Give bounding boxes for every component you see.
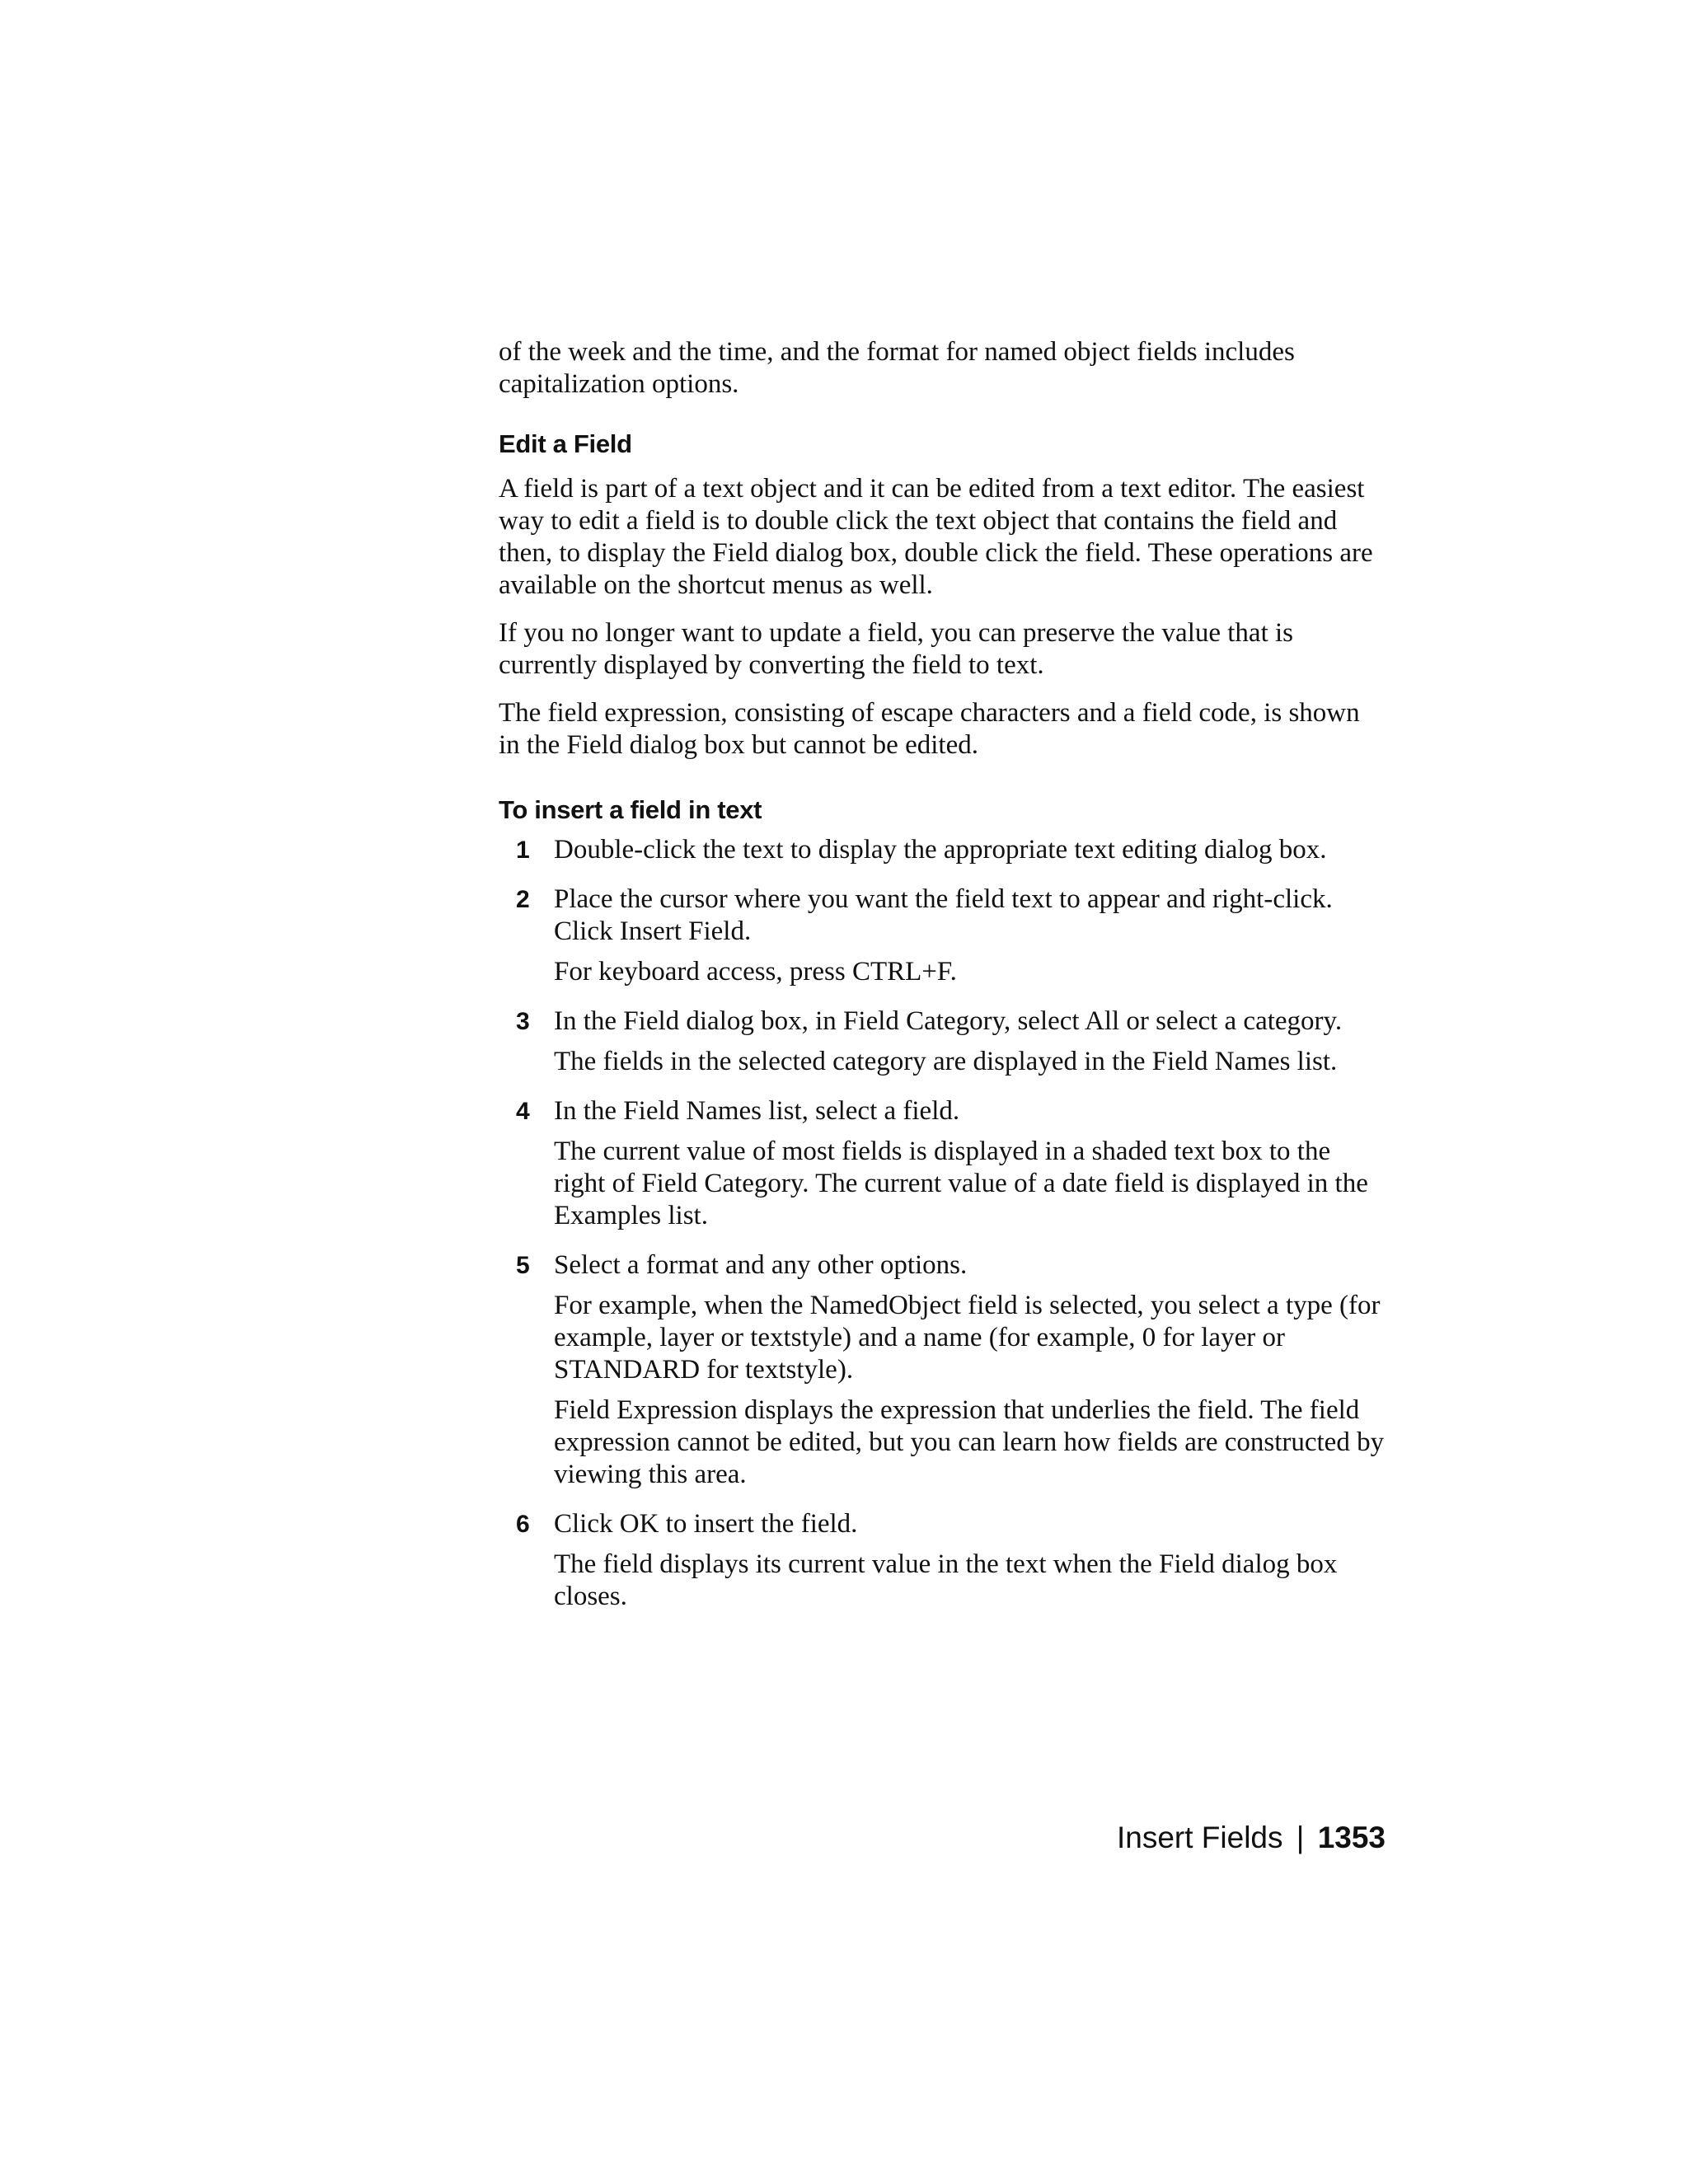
step-note: For example, when the NamedObject field is selected, you select a type (for example, layer or textstyle) and a name (for example, 0 for layer or STANDARD for textstyle). xyxy=(554,1291,1381,1385)
procedure-heading: To insert a field in text xyxy=(499,795,762,824)
step-note: Field Expression displays the expression that underlies the field. The field expression cannot be edited, but you can learn how fields are constructed by viewing this area. xyxy=(554,1395,1385,1489)
step-note: The current value of most fields is displayed in a shaded text box to the right of Field Category. The current value of a date field is displayed in the Examples list. xyxy=(554,1137,1368,1230)
step-note: The fields in the selected category are displayed in the Field Names list. xyxy=(554,1047,1338,1076)
step-number: 4 xyxy=(516,1098,530,1125)
step-1 xyxy=(499,834,1385,866)
step-note: For keyboard access, press CTRL+F. xyxy=(554,957,957,987)
step-note: The field displays its current value in the text when the Field dialog box closes. xyxy=(554,1549,1338,1611)
step-text: In the Field Names list, select a field. xyxy=(554,1096,960,1126)
step-number: 2 xyxy=(516,886,530,913)
step-text: Select a format and any other options. xyxy=(554,1250,968,1280)
step-text: In the Field dialog box, in Field Category, select All or select a category. xyxy=(554,1006,1343,1036)
step-5 xyxy=(499,1249,1385,1491)
edit-field-heading: Edit a Field xyxy=(499,429,632,458)
step-6 xyxy=(499,1508,1385,1613)
step-text: Double-click the text to display the appropriate text editing dialog box. xyxy=(554,835,1327,865)
step-number: 5 xyxy=(516,1252,530,1279)
edit-paragraph-2: If you no longer want to update a field, you can preserve the value that is currently displayed by converting the field to text. xyxy=(499,618,1294,680)
step-4 xyxy=(499,1095,1385,1232)
footer-section-title: Insert Fields xyxy=(1116,1821,1283,1854)
page-number: 1353 xyxy=(1317,1821,1386,1854)
edit-paragraph-3: The field expression, consisting of escape characters and a field code, is shown in the Field dialog box but cannot be edited. xyxy=(499,698,1360,760)
footer-separator: | xyxy=(1296,1821,1305,1854)
step-text: Click OK to insert the field. xyxy=(554,1509,858,1539)
step-number: 6 xyxy=(516,1511,530,1538)
step-text: Place the cursor where you want the field text to appear and right-click. Click Insert Field. xyxy=(554,884,1333,946)
intro-paragraph: of the week and the time, and the format for named object fields includes capitalization options. xyxy=(499,337,1295,399)
step-3 xyxy=(499,1005,1385,1078)
page-content xyxy=(499,336,1385,1630)
edit-paragraph-1: A field is part of a text object and it can be edited from a text editor. The easiest way to edit a field is to double click the text object that contains the field and then, to display the Field dialog box, double click the field. These operations are available on the shortcut menus as well. xyxy=(499,474,1373,600)
procedure-steps xyxy=(499,834,1385,1613)
step-2 xyxy=(499,883,1385,988)
page-footer xyxy=(1117,1820,1386,1856)
step-number: 1 xyxy=(516,837,530,864)
step-number: 3 xyxy=(516,1008,530,1035)
